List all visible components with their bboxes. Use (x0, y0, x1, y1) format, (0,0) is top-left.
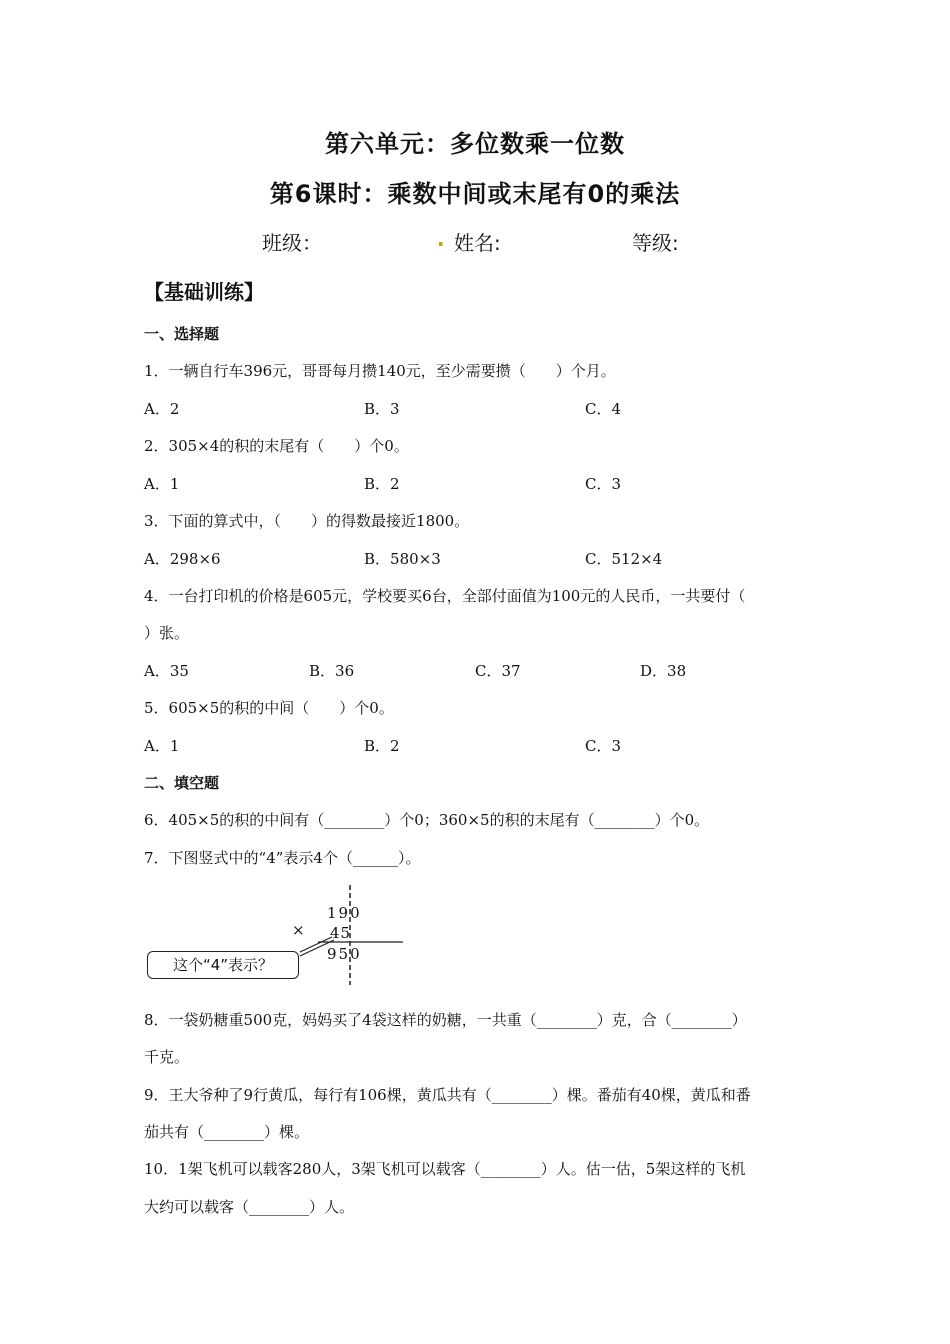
multiplier-number: 45 (330, 924, 352, 942)
question-9-line-2: 茄共有（________）棵。 (144, 1123, 310, 1141)
unit-title: 第六单元：多位数乘一位数 (325, 130, 625, 158)
question-5: 5．605×5的积的中间（ ）个0。 (144, 699, 394, 717)
q2-option-c: C．3 (585, 475, 622, 493)
q1-option-a: A．2 (144, 400, 180, 418)
q1-option-b: B．3 (364, 400, 400, 418)
basic-training-heading: 【基础训练】 (144, 280, 264, 304)
q4-option-b: B．36 (309, 662, 355, 680)
lesson-title: 第6课时：乘数中间或末尾有0的乘法 (269, 180, 681, 208)
q5-option-c: C．3 (585, 737, 622, 755)
fill-blank-section-heading: 二、填空题 (144, 774, 220, 792)
q4-option-d: D．38 (640, 662, 687, 680)
callout-bubble: 这个“4”表示？ (147, 951, 299, 979)
times-sign: × (292, 921, 305, 939)
question-2: 2．305×4的积的末尾有（ ）个0。 (144, 437, 409, 455)
question-1: 1．一辆自行车396元，哥哥每月攒140元，至少需要攒（ ）个月。 (144, 362, 616, 380)
top-number: 190 (327, 904, 362, 922)
q4-option-c: C．37 (475, 662, 521, 680)
q5-option-a: A．1 (144, 737, 180, 755)
name-label: 姓名: (454, 231, 501, 255)
q3-option-c: C．512×4 (585, 550, 663, 568)
q3-option-b: B．580×3 (364, 550, 441, 568)
product-number: 950 (327, 945, 362, 963)
q3-option-a: A．298×6 (144, 550, 221, 568)
q2-option-a: A．1 (144, 475, 180, 493)
class-label: 班级： (262, 231, 322, 255)
question-6: 6．405×5的积的中间有（________）个0；360×5的积的末尾有（________）个0。 (144, 811, 710, 829)
choice-section-heading: 一、选择题 (144, 325, 220, 343)
question-4-line-1: 4．一台打印机的价格是605元，学校要买6台，全部付面值为100元的人民币，一共要付（ (144, 587, 746, 605)
q2-option-b: B．2 (364, 475, 400, 493)
question-8-line-2: 千克。 (144, 1048, 190, 1066)
question-10-line-1: 10．1架飞机可以载客280人，3架飞机可以载客（________）人。估一估，5架这样的飞机 (144, 1160, 746, 1178)
q1-option-c: C．4 (585, 400, 622, 418)
question-9-line-1: 9．王大爷种了9行黄瓜，每行有106棵，黄瓜共有（________）棵。番茄有40棵，黄瓜和番 (144, 1086, 751, 1104)
q5-option-b: B．2 (364, 737, 400, 755)
question-3: 3．下面的算式中，（ ）的得数最接近1800。 (144, 512, 470, 530)
q4-option-a: A．35 (144, 662, 189, 680)
question-4-line-2: ）张。 (144, 624, 190, 642)
question-10-line-2: 大约可以载客（________）人。 (144, 1198, 355, 1216)
separator-dot: . (437, 227, 445, 251)
grade-label: 等级: (632, 231, 679, 255)
question-7: 7．下图竖式中的“4”表示4个（______）。 (144, 849, 421, 867)
question-8-line-1: 8．一袋奶糖重500克，妈妈买了4袋这样的奶糖，一共重（________）克，合（________） (144, 1011, 747, 1029)
